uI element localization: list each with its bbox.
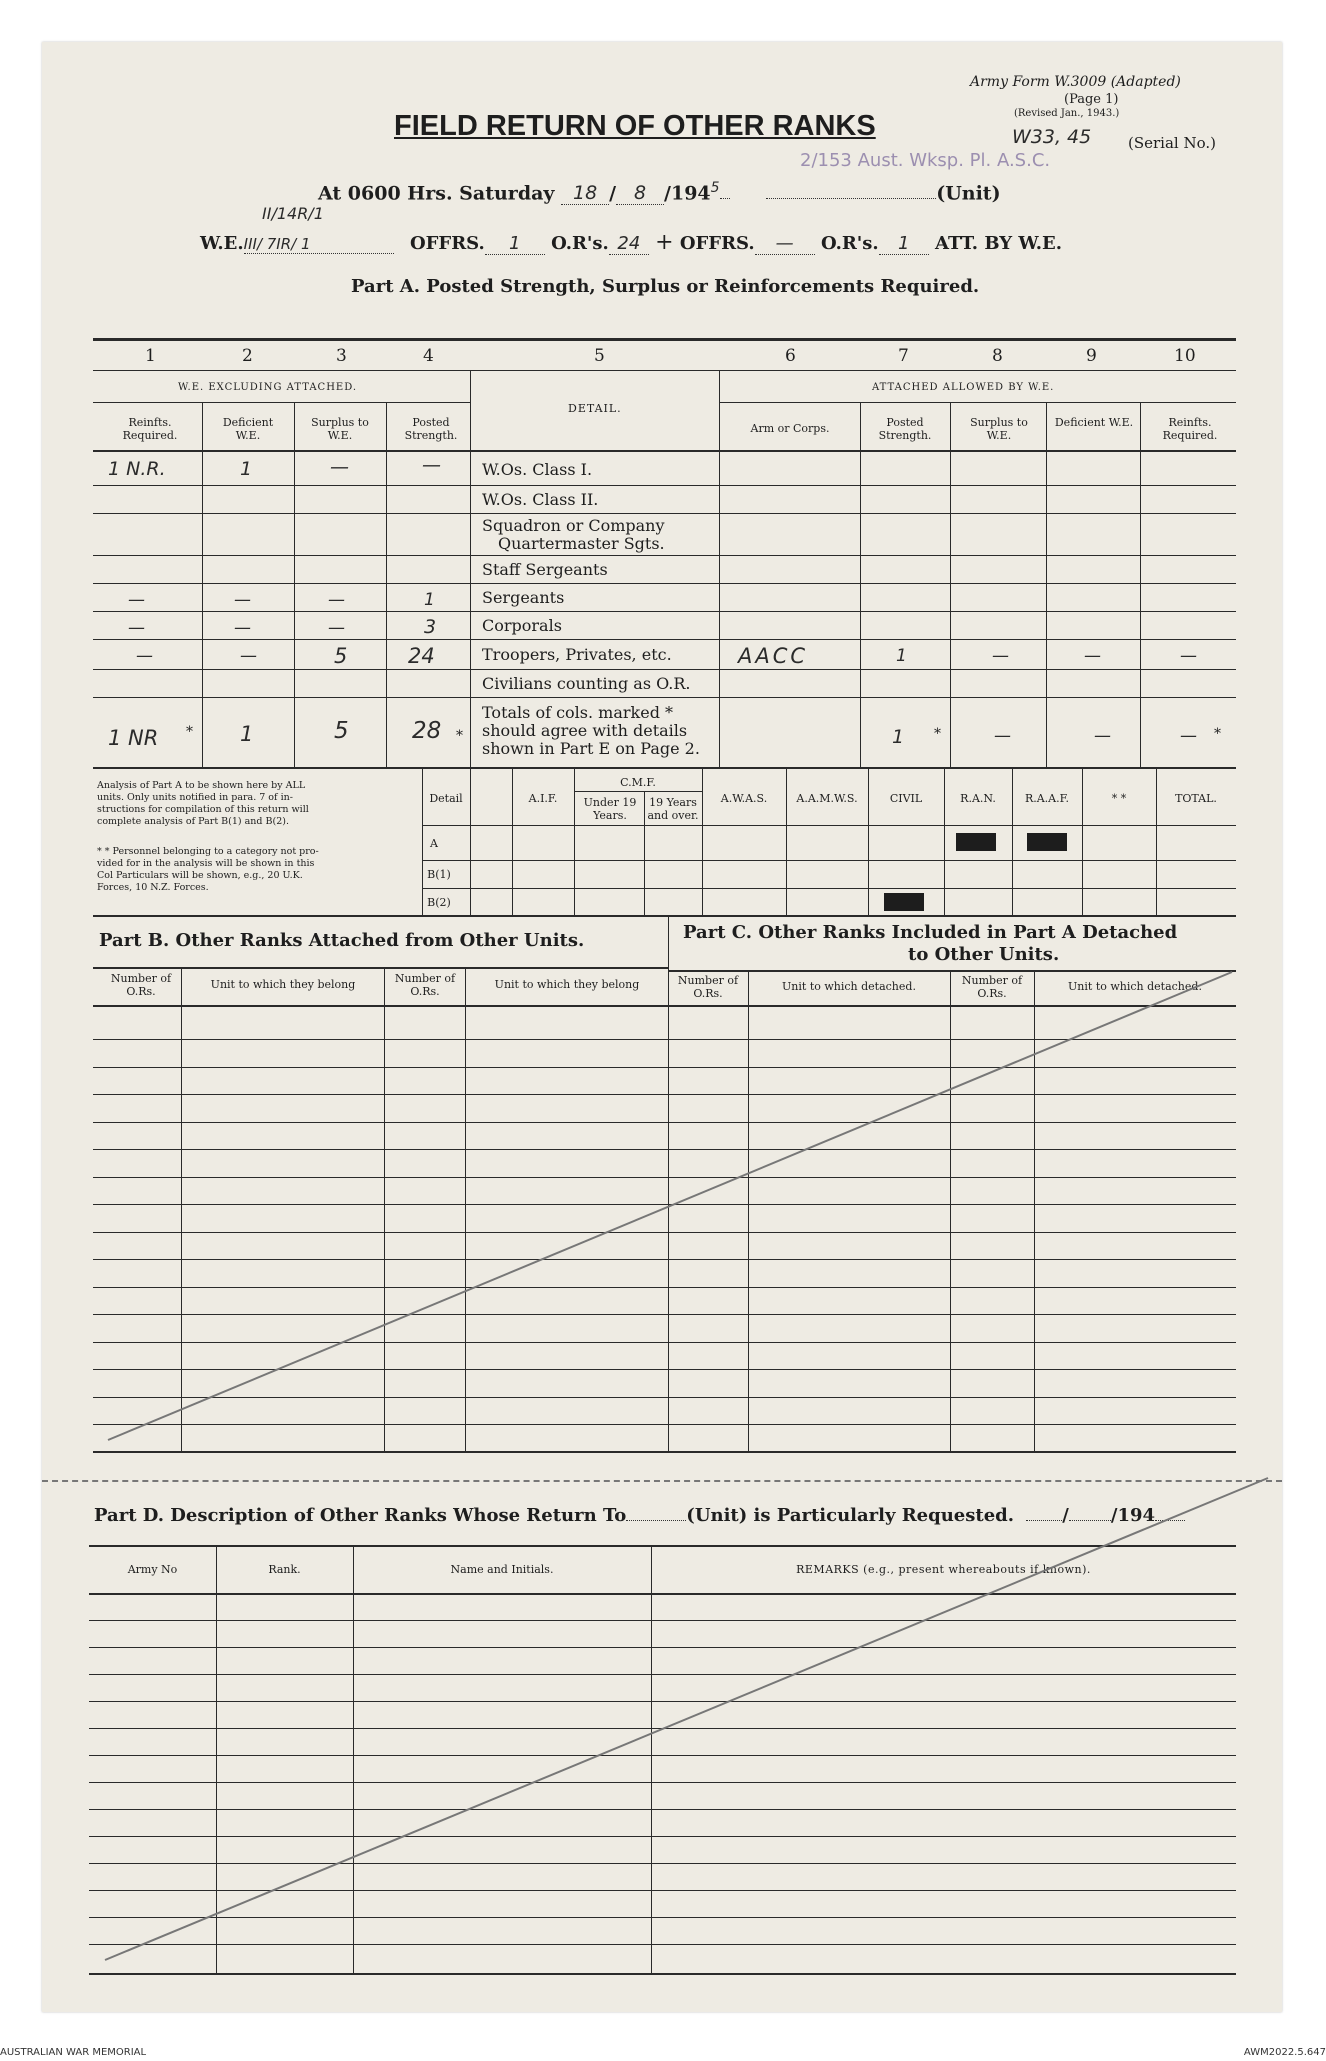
- offrs2-label: OFFRS.: [679, 233, 755, 254]
- date-year-digit[interactable]: 5: [710, 180, 720, 196]
- ors-label: O.R's.: [551, 233, 609, 254]
- c-hdr-unit-1: Unit to which detached.: [782, 980, 916, 993]
- part-b-title: Part B. Other Ranks Attached from Other Units.: [99, 930, 585, 951]
- sgt-c2[interactable]: —: [234, 590, 251, 610]
- b-hdr-number-2: Number of O.Rs.: [394, 972, 456, 998]
- serial-label: (Serial No.): [1128, 134, 1216, 152]
- an-hdr-under19: Under 19 Years.: [583, 796, 637, 822]
- army-form-label: Army Form W.3009 (Adapted): [970, 74, 1181, 90]
- d-hdr-remarks: REMARKS (e.g., present whereabouts if known).: [796, 1563, 1091, 1576]
- col-num-8: 8: [992, 346, 1003, 366]
- row-detail-cqms-2: Quartermaster Sgts.: [498, 534, 665, 553]
- part-c-title-1: Part C. Other Ranks Included in Part A Detached: [683, 922, 1178, 943]
- ors2-value[interactable]: 1: [879, 233, 929, 255]
- tpr-c4[interactable]: 24: [408, 644, 435, 668]
- cancel-stroke-d: [105, 1478, 1268, 1960]
- wo1-c2[interactable]: 1: [240, 458, 253, 480]
- totals-detail-3: shown in Part E on Page 2.: [482, 739, 700, 758]
- hdr-c6: Arm or Corps.: [750, 422, 830, 435]
- col-num-5: 5: [594, 346, 605, 366]
- sgt-c3[interactable]: —: [328, 590, 345, 610]
- col-num-4: 4: [423, 346, 434, 366]
- analysis-note-1: Analysis of Part A to be shown here by ALL units. Only units notified in para. 7 of in- structions for compilation of this return will complete analysis of Part B(1) and B(2).: [97, 780, 309, 827]
- totals-detail-2: should agree with details: [482, 721, 688, 740]
- tpr-c2[interactable]: —: [240, 646, 257, 666]
- form-title: FIELD RETURN OF OTHER RANKS: [394, 110, 876, 142]
- c-hdr-unit-2: Unit to which detached.: [1068, 980, 1202, 993]
- an-hdr-detail: Detail: [429, 792, 463, 805]
- date-year-prefix: 194: [670, 182, 711, 205]
- an-row-b2: B(2): [427, 896, 451, 909]
- an-hdr-awas: A.W.A.S.: [720, 792, 768, 805]
- tpr-c9[interactable]: —: [1084, 646, 1101, 666]
- tot-c9[interactable]: —: [1094, 726, 1111, 746]
- wo1-c4[interactable]: —: [422, 454, 441, 476]
- footer-right: AWM2022.5.647: [1243, 2047, 1326, 2058]
- part-d-title-b: (Unit) is Particularly Requested.: [686, 1505, 1015, 1526]
- col-num-6: 6: [785, 346, 796, 366]
- col-num-9: 9: [1086, 346, 1097, 366]
- an-hdr-aif: A.I.F.: [528, 792, 558, 805]
- part-d-title: Part D. Description of Other Ranks Whose Return To (Unit) is Particularly Requested. / /194: [94, 1505, 1185, 1526]
- tot-c7[interactable]: 1: [892, 726, 905, 748]
- offrs2-value[interactable]: —: [755, 233, 815, 255]
- hdr-c3: Surplus to W.E.: [311, 416, 369, 442]
- an-hdr-aamws: A.A.M.W.S.: [796, 792, 858, 805]
- d-hdr-rank: Rank.: [268, 1563, 301, 1576]
- wo1-c1[interactable]: 1 N.R.: [108, 458, 166, 480]
- row-detail-civilians: Civilians counting as O.R.: [482, 674, 691, 693]
- plus-sign: +: [655, 230, 674, 255]
- footer-left: AUSTRALIAN WAR MEMORIAL: [0, 2047, 147, 2058]
- b-hdr-unit-1: Unit to which they belong: [210, 978, 356, 991]
- col-num-3: 3: [336, 346, 347, 366]
- offrs-value[interactable]: 1: [485, 233, 545, 255]
- an-row-b1: B(1): [427, 868, 451, 881]
- an-hdr-civil: CIVIL: [889, 792, 923, 805]
- tot-c4[interactable]: 28: [412, 718, 442, 744]
- sgt-c4[interactable]: 1: [424, 590, 435, 610]
- part-d-title-a: Part D. Description of Other Ranks Whose Return To: [94, 1505, 627, 1526]
- tpr-c7[interactable]: 1: [896, 646, 907, 666]
- tpr-c6[interactable]: AACC: [738, 644, 809, 668]
- tpr-c1[interactable]: —: [136, 646, 153, 666]
- offrs-label: OFFRS.: [409, 233, 485, 254]
- ors2-label: O.R's.: [820, 233, 879, 254]
- an-hdr-raaf: R.A.A.F.: [1024, 792, 1070, 805]
- an-row-a: A: [430, 837, 438, 850]
- col-num-2: 2: [242, 346, 253, 366]
- date-line: At 0600 Hrs. Saturday 18 / 8 $/194^5$ (Unit): [318, 180, 1001, 205]
- cpl-c2[interactable]: —: [234, 618, 251, 638]
- hdr-c8: Surplus to W.E.: [970, 416, 1028, 442]
- tpr-c3[interactable]: 5: [334, 644, 348, 668]
- tpr-c8[interactable]: —: [992, 646, 1009, 666]
- row-detail-sergeants: Sergeants: [482, 588, 565, 607]
- b-hdr-number-1: Number of O.Rs.: [110, 972, 172, 998]
- tot-c1-star: *: [186, 724, 193, 740]
- tot-c2[interactable]: 1: [240, 722, 254, 746]
- group-right-header: ATTACHED ALLOWED BY W.E.: [872, 382, 1055, 393]
- cpl-c4[interactable]: 3: [424, 616, 437, 638]
- tot-c4-star: *: [456, 728, 463, 744]
- serial-value: W33, 45: [1012, 126, 1092, 148]
- date-day[interactable]: 18: [561, 182, 609, 205]
- hdr-c9: Deficient W.E.: [1054, 416, 1134, 429]
- at-label: At 0600 Hrs. Saturday: [318, 182, 555, 205]
- row-detail-troopers: Troopers, Privates, etc.: [482, 645, 672, 664]
- part-c-title-2: to Other Units.: [908, 944, 1060, 965]
- col-num-10: 10: [1174, 346, 1196, 366]
- hdr-c10: Reinfts. Required.: [1162, 416, 1218, 442]
- tot-c1[interactable]: 1 NR: [108, 726, 159, 750]
- b-hdr-unit-2: Unit to which they belong: [494, 978, 640, 991]
- analysis-note-2: * * Personnel belonging to a category not pro- vided for in the analysis will be shown in this Col Particulars will be shown, e.g., 20 U.K. Forces, 10 N.Z. Forces.: [97, 846, 319, 893]
- an-hdr-total: TOTAL.: [1175, 792, 1217, 805]
- hdr-c2: Deficient W.E.: [222, 416, 274, 442]
- tot-c8[interactable]: —: [994, 726, 1011, 746]
- wo1-c3[interactable]: —: [330, 456, 349, 478]
- tpr-c10[interactable]: —: [1180, 646, 1197, 666]
- date-month[interactable]: 8: [616, 182, 664, 205]
- tot-c3[interactable]: 5: [334, 718, 349, 744]
- row-detail-corporals: Corporals: [482, 616, 562, 635]
- sgt-c1[interactable]: —: [128, 590, 145, 610]
- cpl-c3[interactable]: —: [328, 618, 345, 638]
- part-a-title: Part A. Posted Strength, Surplus or Reinforcements Required.: [351, 276, 980, 297]
- an-hdr-cmf: C.M.F.: [620, 776, 656, 789]
- tot-c10-star: *: [1214, 726, 1221, 742]
- row-detail-wo1: W.Os. Class I.: [482, 460, 593, 479]
- unit-label: (Unit): [936, 182, 1001, 205]
- col-num-7: 7: [898, 346, 909, 366]
- part-d-title-c: /194: [1110, 1505, 1156, 1526]
- tot-c7-star: *: [934, 726, 941, 742]
- ors-value[interactable]: 24: [609, 233, 649, 255]
- an-hdr-starstar: * *: [1111, 792, 1127, 805]
- d-hdr-army: Army No: [127, 1563, 178, 1576]
- row-detail-cqms: Squadron or Company: [482, 516, 665, 535]
- we-label: W.E.: [200, 233, 244, 254]
- c-hdr-number-2: Number of O.Rs.: [961, 974, 1023, 1000]
- detail-header: DETAIL.: [568, 402, 622, 415]
- hdr-c1: Reinfts. Required.: [122, 416, 178, 442]
- c-hdr-number-1: Number of O.Rs.: [677, 974, 739, 1000]
- hdr-c4: Posted Strength.: [404, 416, 458, 442]
- hdr-c7: Posted Strength.: [878, 416, 932, 442]
- d-hdr-name: Name and Initials.: [450, 1563, 554, 1576]
- cancel-stroke-bc: [108, 972, 1232, 1440]
- row-detail-wo2: W.Os. Class II.: [482, 490, 599, 509]
- tot-c10[interactable]: —: [1180, 726, 1197, 746]
- cpl-c1[interactable]: —: [128, 618, 145, 638]
- revised-label: (Revised Jan., 1943.): [1014, 108, 1120, 119]
- att-label: ATT. BY W.E.: [934, 233, 1063, 254]
- an-hdr-ran: R.A.N.: [960, 792, 996, 805]
- group-left-header: W.E. EXCLUDING ATTACHED.: [178, 382, 358, 393]
- col-num-1: 1: [145, 346, 156, 366]
- row-detail-staff-sgts: Staff Sergeants: [482, 560, 608, 579]
- an-hdr-over19: 19 Years and over.: [647, 796, 699, 822]
- we-value[interactable]: III/ 7IR/ 1: [244, 235, 394, 254]
- unit-stamp: 2/153 Aust. Wksp. Pl. A.S.C.: [800, 150, 1051, 171]
- totals-detail-1: Totals of cols. marked *: [482, 703, 674, 722]
- page-label: (Page 1): [1064, 92, 1119, 107]
- we-value-above: II/14R/1: [262, 204, 324, 223]
